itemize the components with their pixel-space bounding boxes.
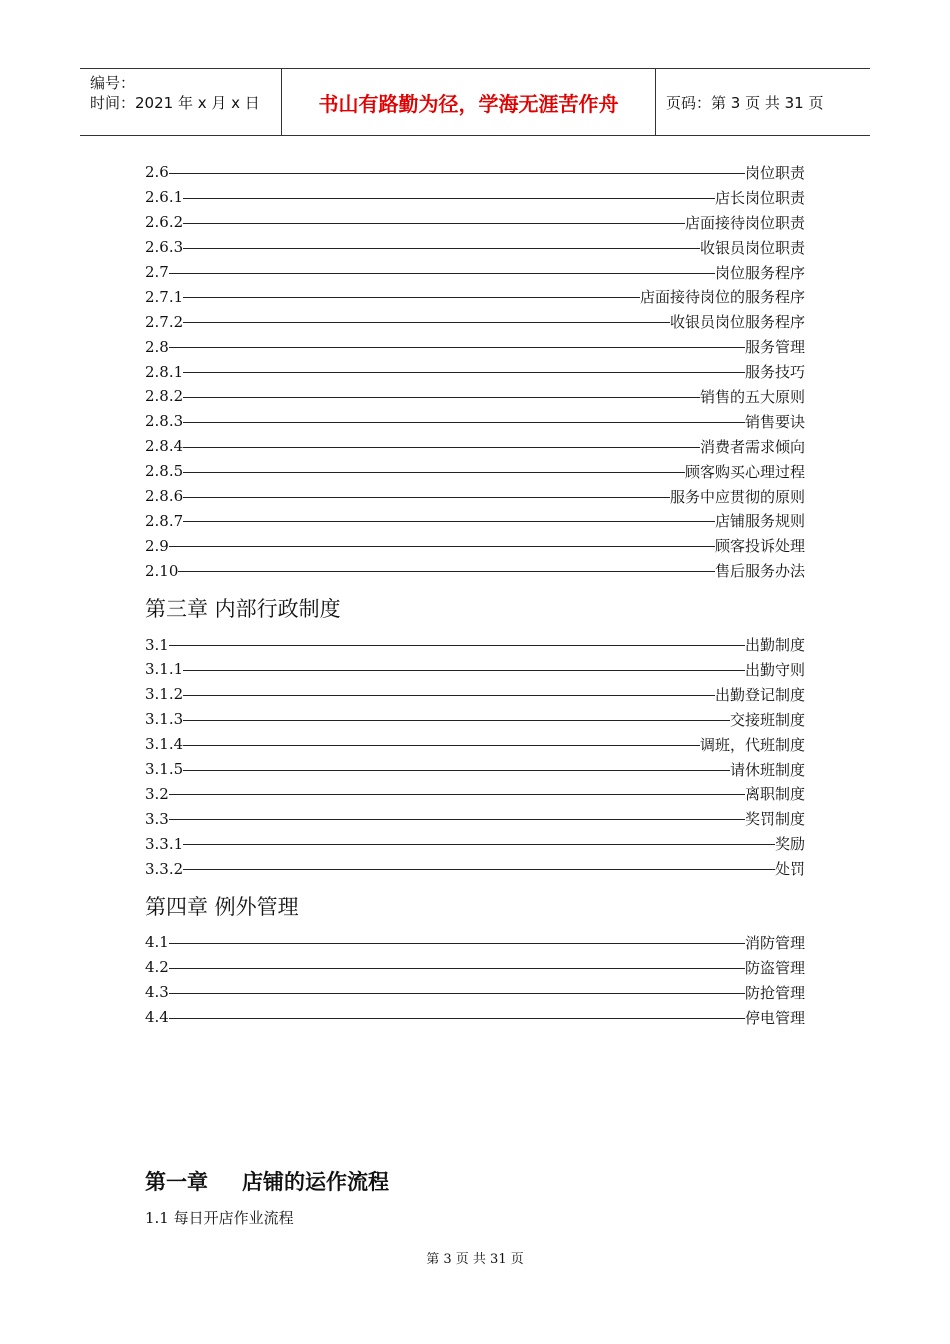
toc-entry[interactable]	[145, 955, 805, 980]
toc-entry-title: 服务管理	[744, 338, 805, 357]
toc-leader-line	[178, 571, 715, 572]
toc-leader-line	[183, 297, 640, 298]
toc-entry-number: 3.3	[145, 809, 169, 828]
toc-entry-number: 3.3.1	[145, 834, 184, 853]
toc-entry-title: 顾客购买心理过程	[684, 462, 805, 481]
toc-entry-number: 2.8.6	[145, 487, 184, 506]
toc-entry-number: 2.8.1	[145, 362, 184, 381]
toc-entry-title: 停电管理	[744, 1008, 805, 1027]
chapter-1-title: 店铺的运作流程	[242, 1169, 389, 1194]
toc-chapter-4-heading: 第四章 例外管理	[145, 894, 299, 919]
toc-leader-line	[169, 645, 745, 646]
toc-entry-number: 2.8.4	[145, 437, 184, 456]
toc-entry-number: 2.10	[145, 561, 179, 580]
toc-leader-line	[183, 869, 775, 870]
toc-leader-line	[169, 943, 745, 944]
toc-entry-title: 调班，代班制度	[699, 735, 805, 754]
toc-entry-title: 店长岗位职责	[714, 188, 805, 207]
toc-entry-number: 2.6	[145, 163, 169, 182]
toc-entry-title: 店铺服务规则	[714, 512, 805, 531]
toc-leader-line	[183, 422, 745, 423]
toc-entry-number: 3.1.1	[145, 660, 184, 679]
toc-entry-title: 收银员岗位服务程序	[669, 313, 805, 332]
toc-entry-number: 2.8.7	[145, 511, 184, 530]
toc-leader-line	[183, 695, 715, 696]
toc-entry-title: 奖励	[774, 835, 805, 854]
table-of-contents	[145, 160, 805, 1030]
toc-entry[interactable]	[145, 682, 805, 707]
toc-entry[interactable]	[145, 235, 805, 260]
toc-entry[interactable]	[145, 459, 805, 484]
toc-entry[interactable]	[145, 160, 805, 185]
toc-entry[interactable]	[145, 732, 805, 757]
toc-entry-number: 3.1.2	[145, 685, 184, 704]
toc-entry[interactable]	[145, 856, 805, 881]
header-page-info: 页码：第 3 页 共 31 页	[666, 93, 824, 112]
toc-entry-title: 消防管理	[744, 933, 805, 952]
toc-leader-line	[183, 670, 745, 671]
toc-entry-number: 2.6.1	[145, 188, 184, 207]
toc-entry[interactable]	[145, 558, 805, 583]
toc-entry-number: 2.7.1	[145, 287, 184, 306]
toc-entry-number: 4.2	[145, 958, 169, 977]
toc-leader-line	[183, 844, 775, 845]
toc-leader-line	[169, 993, 745, 994]
toc-entry-number: 4.4	[145, 1008, 169, 1027]
toc-group-chapter3	[145, 632, 805, 881]
toc-chapter-3-heading: 第三章 内部行政制度	[145, 596, 341, 621]
toc-entry-title: 消费者需求倾向	[699, 437, 805, 456]
toc-entry-title: 防抢管理	[744, 983, 805, 1002]
page-footer: 第 3 页 共 31 页	[426, 1252, 524, 1267]
toc-entry-title: 服务中应贯彻的原则	[669, 487, 805, 506]
toc-leader-line	[169, 1018, 745, 1019]
toc-entry[interactable]	[145, 334, 805, 359]
toc-entry-number: 2.8	[145, 337, 169, 356]
header-meta	[80, 69, 282, 135]
toc-leader-line	[183, 372, 745, 373]
header-motto: 书山有路勤为径，学海无涯苦作舟	[282, 69, 656, 135]
toc-entry[interactable]	[145, 210, 805, 235]
toc-entry-number: 3.1	[145, 635, 169, 654]
document-header	[80, 68, 870, 136]
toc-leader-line	[183, 447, 700, 448]
toc-entry-title: 店面接待岗位职责	[684, 213, 805, 232]
toc-leader-line	[183, 770, 730, 771]
toc-leader-line	[183, 720, 730, 721]
toc-entry-title: 出勤制度	[744, 636, 805, 655]
toc-entry[interactable]	[145, 409, 805, 434]
toc-entry[interactable]	[145, 359, 805, 384]
toc-entry-title: 奖罚制度	[744, 810, 805, 829]
chapter-1-heading	[145, 1166, 389, 1196]
toc-entry-number: 2.6.2	[145, 213, 184, 232]
toc-entry-title: 服务技巧	[744, 363, 805, 382]
toc-entry[interactable]	[145, 980, 805, 1005]
section-1-1-heading: 1.1 每日开店作业流程	[145, 1209, 294, 1227]
toc-entry-title: 防盗管理	[744, 958, 805, 977]
toc-entry[interactable]	[145, 831, 805, 856]
toc-entry-title: 请休班制度	[729, 760, 805, 779]
chapter-1-number: 第一章	[145, 1169, 208, 1194]
toc-entry-title: 出勤守则	[744, 660, 805, 679]
toc-leader-line	[169, 794, 745, 795]
toc-entry-number: 2.7.2	[145, 312, 184, 331]
toc-entry-title: 售后服务办法	[714, 562, 805, 581]
toc-entry-title: 店面接待岗位的服务程序	[639, 288, 805, 307]
toc-leader-line	[183, 521, 715, 522]
toc-entry-title: 处罚	[774, 860, 805, 879]
toc-group-chapter2	[145, 160, 805, 583]
toc-entry[interactable]	[145, 1005, 805, 1030]
toc-leader-line	[169, 546, 715, 547]
toc-entry[interactable]	[145, 384, 805, 409]
toc-entry-title: 出勤登记制度	[714, 685, 805, 704]
toc-entry[interactable]	[145, 284, 805, 309]
toc-entry[interactable]	[145, 484, 805, 509]
toc-entry-number: 2.8.5	[145, 462, 184, 481]
toc-leader-line	[183, 322, 670, 323]
toc-leader-line	[169, 819, 745, 820]
toc-leader-line	[183, 472, 685, 473]
toc-entry-number: 2.8.3	[145, 412, 184, 431]
time-label: 时间：2021 年 x 月 x 日	[90, 94, 260, 112]
toc-entry-title: 顾客投诉处理	[714, 537, 805, 556]
toc-entry-number: 3.1.5	[145, 760, 184, 779]
toc-entry-title: 交接班制度	[729, 710, 805, 729]
toc-entry-title: 销售要诀	[744, 412, 805, 431]
toc-entry[interactable]	[145, 930, 805, 955]
toc-entry-number: 3.3.2	[145, 859, 184, 878]
toc-entry-title: 岗位职责	[744, 163, 805, 182]
toc-entry-number: 3.2	[145, 784, 169, 803]
toc-entry-number: 2.8.2	[145, 387, 184, 406]
toc-leader-line	[169, 273, 715, 274]
toc-entry-title: 离职制度	[744, 785, 805, 804]
code-label: 编号：	[90, 74, 136, 92]
toc-entry[interactable]	[145, 309, 805, 334]
toc-entry-number: 2.9	[145, 536, 169, 555]
toc-entry-number: 3.1.3	[145, 710, 184, 729]
toc-group-chapter4	[145, 930, 805, 1030]
toc-entry[interactable]	[145, 657, 805, 682]
toc-entry-title: 岗位服务程序	[714, 263, 805, 282]
toc-leader-line	[183, 497, 670, 498]
toc-entry[interactable]	[145, 533, 805, 558]
toc-leader-line	[169, 173, 745, 174]
toc-entry-number: 4.3	[145, 983, 169, 1002]
toc-entry[interactable]	[145, 632, 805, 657]
toc-entry[interactable]	[145, 434, 805, 459]
toc-entry[interactable]	[145, 508, 805, 533]
toc-entry-number: 4.1	[145, 933, 169, 952]
toc-leader-line	[169, 347, 745, 348]
toc-entry[interactable]	[145, 260, 805, 285]
toc-entry[interactable]	[145, 707, 805, 732]
toc-entry-number: 2.7	[145, 263, 169, 281]
toc-entry[interactable]	[145, 781, 805, 806]
toc-leader-line	[183, 397, 700, 398]
toc-leader-line	[183, 198, 715, 199]
toc-leader-line	[183, 223, 685, 224]
toc-leader-line	[183, 745, 700, 746]
toc-entry-title: 销售的五大原则	[699, 387, 805, 406]
toc-entry-number: 2.6.3	[145, 238, 184, 257]
toc-leader-line	[183, 248, 700, 249]
toc-entry[interactable]	[145, 757, 805, 782]
toc-entry[interactable]	[145, 806, 805, 831]
toc-leader-line	[169, 968, 745, 969]
toc-entry[interactable]	[145, 185, 805, 210]
toc-entry-title: 收银员岗位职责	[699, 238, 805, 257]
toc-entry-number: 3.1.4	[145, 735, 184, 754]
